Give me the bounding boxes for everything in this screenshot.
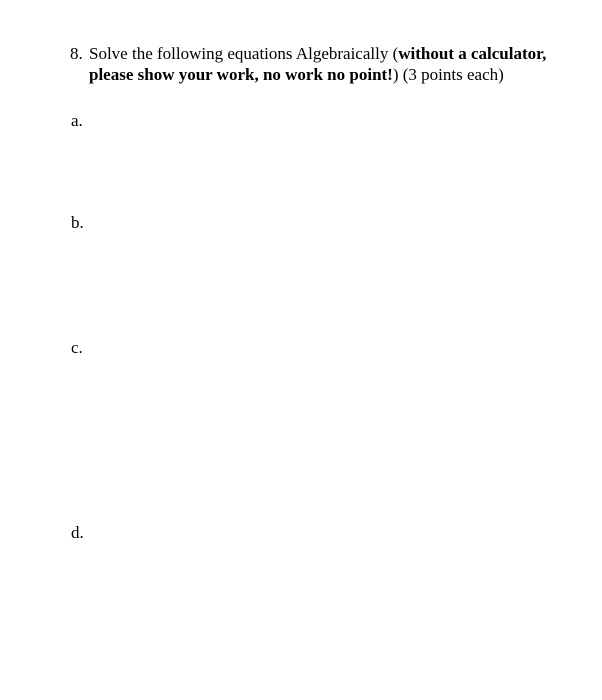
- question-text-start: Solve the following equations Algebraically (: [89, 44, 399, 63]
- part-b-label: b.: [71, 213, 84, 232]
- question-text-bold: without a calculator, please show your work, no work no point!: [89, 44, 547, 84]
- question-number: 8.: [70, 44, 83, 63]
- part-d-label: d.: [71, 523, 84, 542]
- question-8: [70, 43, 550, 85]
- part-c-label: c.: [71, 338, 83, 357]
- part-a-label: a.: [71, 111, 83, 130]
- question-text: [89, 43, 550, 85]
- question-text-end: ) (3 points each): [392, 65, 504, 84]
